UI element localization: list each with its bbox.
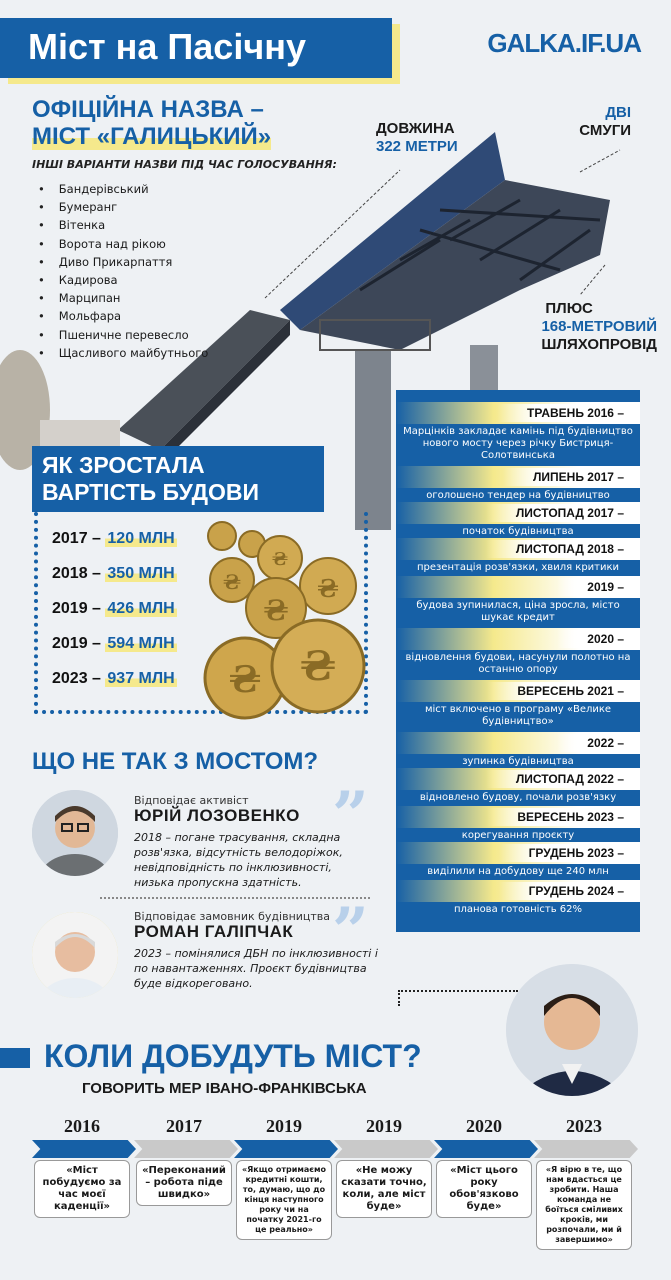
- quote-year: 2016: [64, 1116, 100, 1136]
- avatar: [32, 912, 118, 998]
- timeline-text: відновлення будови, насунули полотно на останню опору: [405, 652, 631, 675]
- when-subheading: ГОВОРИТЬ МЕР ІВАНО-ФРАНКІВСЬКА: [82, 1080, 367, 1097]
- timeline-date: ВЕРЕСЕНЬ 2023 –: [487, 808, 630, 826]
- overpass-value: 168-МЕТРОВИЙ: [541, 318, 657, 335]
- timeline-date: ВЕРЕСЕНЬ 2021 –: [487, 682, 630, 700]
- coins-illustration: [200, 518, 370, 724]
- length-value: 322 МЕТРИ: [376, 138, 458, 155]
- cost-heading-line2: ВАРТІСТЬ БУДОВИ: [42, 479, 260, 505]
- length-label: ДОВЖИНА: [376, 120, 455, 137]
- official-name-line1: ОФІЦІЙНА НАЗВА –: [32, 96, 264, 123]
- person2-quote: 2023 – помінялися ДБН по інклюзивності і по навантаженнях. Проєкт будівництва буде відкореговано.: [134, 947, 378, 990]
- timeline-date: ГРУДЕНЬ 2023 –: [499, 844, 630, 862]
- person-icon: [32, 790, 118, 876]
- timeline-arrow: [134, 1140, 238, 1158]
- list-item: • Бумеранг: [38, 198, 208, 216]
- quote-year: 2023: [566, 1116, 602, 1136]
- timeline-arrow: [234, 1140, 338, 1158]
- plus-label: ПЛЮС: [545, 300, 593, 317]
- list-item: • Диво Прикарпаття: [38, 253, 208, 271]
- quote-year: 2019: [366, 1116, 402, 1136]
- quote-year: 2020: [466, 1116, 502, 1136]
- timeline-text: планова готовність 62%: [453, 904, 583, 915]
- timeline-date: 2022 –: [557, 734, 630, 752]
- page-title: Міст на Пасічну: [28, 26, 306, 67]
- avatar: [32, 790, 118, 876]
- when-heading: КОЛИ ДОБУДУТЬ МІСТ?: [44, 1038, 422, 1074]
- timeline-text: міст включено в програму «Велике будівництво»: [424, 704, 612, 727]
- list-item: • Вітенка: [38, 216, 208, 234]
- timeline-text: виділили на добудову ще 240 млн: [427, 866, 609, 877]
- svg-text:₴: ₴: [300, 643, 336, 690]
- quote-box: «Переконаний – робота піде швидко»: [136, 1160, 232, 1206]
- timeline-date: ТРАВЕНЬ 2016 –: [497, 404, 630, 422]
- official-name: [32, 96, 271, 150]
- length-stat: [376, 120, 458, 156]
- timeline-text: оголошено тендер на будівництво: [426, 490, 610, 501]
- timeline-text: Марцінків закладає камінь під будівництво нового мосту через річку Бистриця-Солотвинська: [403, 426, 633, 461]
- timeline-arrow: [32, 1140, 136, 1158]
- svg-text:₴: ₴: [229, 659, 261, 701]
- svg-text:₴: ₴: [223, 570, 241, 594]
- timeline-text: зупинка будівництва: [462, 756, 574, 767]
- timeline-date: 2020 –: [557, 630, 630, 648]
- list-item: • Кадирова: [38, 271, 208, 289]
- lanes-value: ДВІ: [605, 104, 631, 121]
- timeline-date: 2019 –: [557, 578, 630, 596]
- dotted-connector: [398, 990, 518, 1006]
- alt-names-heading: ІНШІ ВАРІАНТИ НАЗВИ ПІД ЧАС ГОЛОСУВАННЯ:: [32, 158, 337, 171]
- person2-name: РОМАН ГАЛІПЧАК: [134, 922, 294, 941]
- quote-box: «Не можу сказати точно, коли, але міст буде»: [336, 1160, 432, 1218]
- svg-text:₴: ₴: [272, 549, 288, 570]
- timeline-arrow: [334, 1140, 438, 1158]
- person1-quote: 2018 – погане трасування, складна розв'язка, відсутність велодоріжок, невідповідність по інклюзивності, низька пропускна здатність.: [134, 831, 343, 889]
- official-name-line2: МІСТ «ГАЛИЦЬКИЙ»: [32, 123, 272, 150]
- overpass-stat: [541, 300, 657, 354]
- cost-heading-line1: ЯК ЗРОСТАЛА: [42, 452, 205, 478]
- cost-row: 2018 – 350 МЛН: [52, 565, 175, 582]
- timeline-date: ЛИСТОПАД 2018 –: [486, 540, 630, 558]
- title-banner: [0, 18, 392, 78]
- cost-row: 2019 – 594 МЛН: [52, 635, 175, 652]
- overpass-label: ШЛЯХОПРОВІД: [541, 336, 657, 353]
- timeline-panel: [396, 390, 640, 932]
- wrong-heading: ЩО НЕ ТАК З МОСТОМ?: [32, 748, 319, 775]
- quote-box: «Я вірю в те, що нам вдасться це зробити. Наша команда не боїться сміливих кроків, ми розпочали, ми й завершимо»: [536, 1160, 632, 1250]
- quote-box: «Міст цього року обов'язково буде»: [436, 1160, 532, 1218]
- timeline-text: відновлено будову, почали розв'язку: [419, 792, 617, 803]
- quote-box: «Міст побудуємо за час моєї каденції»: [34, 1160, 130, 1218]
- avatar: [506, 964, 638, 1096]
- quote-icon: ”: [332, 894, 369, 969]
- person-icon: [32, 912, 118, 998]
- person1-role: Відповідає активіст: [134, 794, 249, 807]
- timeline-arrow: [534, 1140, 638, 1158]
- cost-row: 2019 – 426 МЛН: [52, 600, 175, 617]
- quote-year: 2017: [166, 1116, 202, 1136]
- timeline-date: ЛИПЕНЬ 2017 –: [503, 468, 630, 486]
- list-item: • Мольфара: [38, 307, 208, 325]
- person-icon: [506, 964, 638, 1096]
- alt-names-list: [38, 180, 208, 362]
- list-item: • Щасливого майбутнього: [38, 344, 208, 362]
- brand-logo[interactable]: GALKA.IF.UA: [487, 28, 641, 58]
- lanes-stat: [579, 104, 631, 140]
- person1-name: ЮРІЙ ЛОЗОВЕНКО: [134, 806, 300, 825]
- cost-row: 2023 – 937 МЛН: [52, 670, 175, 687]
- timeline-text: корегування проєкту: [461, 830, 575, 841]
- heading-accent: [0, 1048, 30, 1068]
- pillar-shape: [355, 350, 391, 530]
- quote-year: 2019: [266, 1116, 302, 1136]
- cost-row: 2017 – 120 МЛН: [52, 530, 175, 547]
- person2-role: Відповідає замовник будівництва: [134, 910, 331, 923]
- cost-heading: [32, 446, 324, 512]
- timeline-arrow: [434, 1140, 538, 1158]
- divider: [100, 897, 370, 899]
- timeline-date: ЛИСТОПАД 2022 –: [486, 770, 630, 788]
- timeline-text: презентація розв'язки, хвиля критики: [416, 562, 620, 573]
- svg-text:₴: ₴: [317, 574, 339, 603]
- quote-icon: ”: [332, 778, 369, 853]
- timeline-date: ЛИСТОПАД 2017 –: [486, 504, 630, 522]
- timeline-date: ГРУДЕНЬ 2024 –: [499, 882, 630, 900]
- svg-text:₴: ₴: [263, 594, 289, 627]
- list-item: • Ворота над рікою: [38, 235, 208, 253]
- lanes-label: СМУГИ: [579, 122, 631, 139]
- list-item: • Бандерівський: [38, 180, 208, 198]
- timeline-text: будова зупинилася, ціна зросла, місто шукає кредит: [416, 600, 620, 623]
- list-item: • Пшеничне перевесло: [38, 326, 208, 344]
- timeline-text: початок будівництва: [462, 526, 574, 537]
- list-item: • Марципан: [38, 289, 208, 307]
- quote-box: «Якщо отримаємо кредитні кошти, то, думаю, що до кінця наступного року чи на початку 2021-го це реально»: [236, 1160, 332, 1240]
